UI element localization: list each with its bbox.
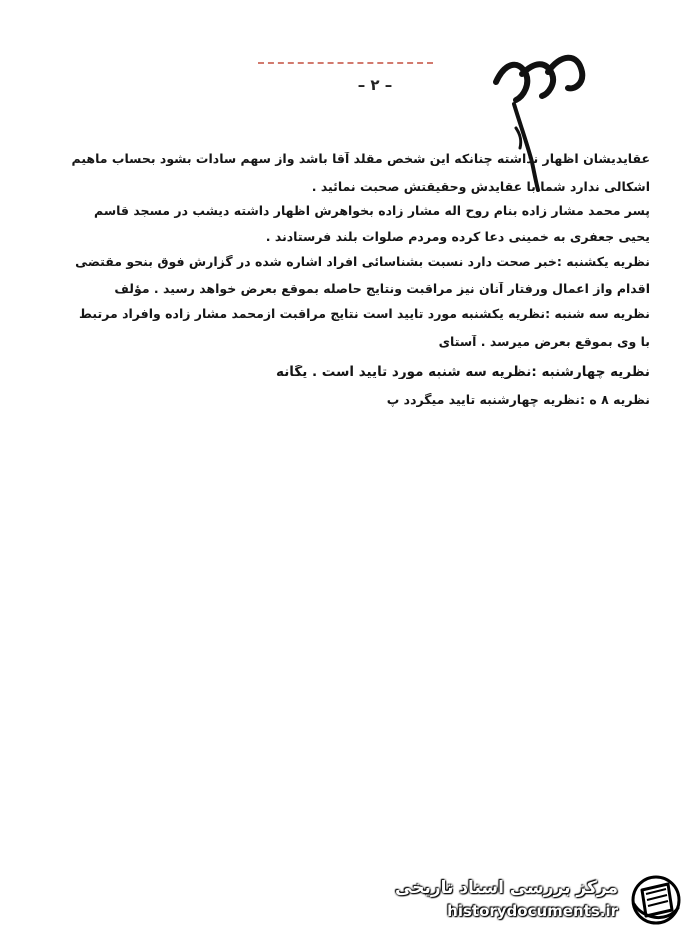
document-line-4: یحیی جعفری به خمینی دعا کرده ومردم صلوات بلند فرستادند .	[265, 230, 650, 244]
document-line-3: پسر محمد مشار زاده بنام روح اله مشار زاده بخواهرش اظهار داشته دیشب در مسجد قاسم	[94, 204, 650, 218]
document-line-9: نظریه چهارشنبه :نظریه سه شنبه مورد تایید است . یگانه	[276, 365, 650, 379]
document-line-2: اشکالی ندارد شما با عقایدش وحقیقتش صحبت نمائید .	[311, 180, 650, 194]
document-line-8: با وی بموقع بعرض میرسد . آستای	[438, 335, 650, 349]
document-line-6: اقدام واز اعمال ورفتار آنان نیز مراقبت ونتایج حاصله بموقع بعرض خواهد رسید . مؤلف	[114, 282, 650, 296]
document-body	[40, 152, 650, 407]
document-line-5: نظریه یکشنبه :خبر صحت دارد نسبت بشناسائی افراد اشاره شده در گزارش فوق بنحو مقتضی	[75, 255, 650, 269]
watermark-url: historydocuments.ir	[447, 902, 618, 920]
document-line-1: عقایدیشان اظهار نداشته چنانکه این شخص مقلد آقا باشد واز سهم سادات بشود بحساب ماهیم	[71, 152, 650, 166]
document-line-10: نظریه ۸ ه :نظریه چهارشنبه تایید میگردد پ	[386, 393, 650, 407]
top-rule-divider	[258, 62, 433, 64]
document-line-7: نظریه سه شنبه :نظریه یکشنبه مورد تایید است نتایج مراقبت ازمحمد مشار زاده وافراد مرتبط	[79, 307, 650, 321]
book-icon	[628, 874, 684, 926]
watermark	[395, 868, 688, 928]
watermark-title: مرکز بررسی اسناد تاریخی	[395, 878, 618, 898]
page-number: – ۲ –	[357, 76, 393, 94]
